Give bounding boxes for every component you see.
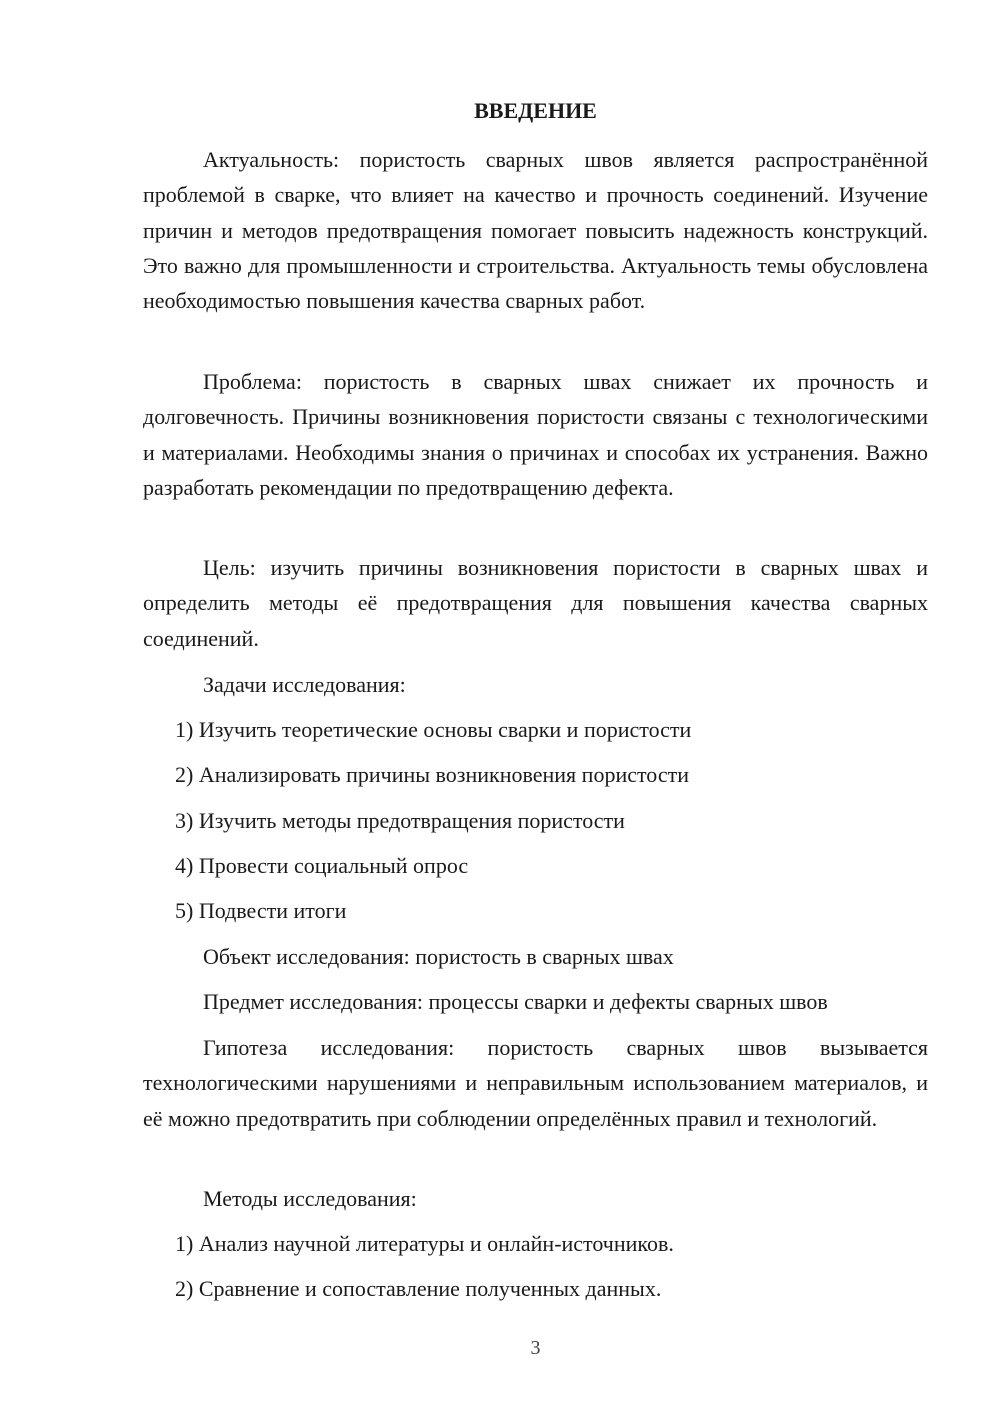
task-item: 3) Изучить методы предотвращения пористости — [175, 808, 625, 833]
page-number: 3 — [530, 1337, 541, 1359]
document-page — [143, 0, 928, 1414]
research-subject: Предмет исследования: процессы сварки и дефекты сварных швов — [203, 989, 828, 1014]
task-item: 4) Провести социальный опрос — [175, 853, 469, 878]
task-item: 1) Изучить теоретические основы сварки и пористости — [175, 717, 692, 742]
research-object: Объект исследования: пористость в сварных швах — [203, 944, 674, 969]
hypothesis-paragraph: Гипотеза исследования: пористость сварных швов вызывается технологическими нарушениями и неправильным использованием материалов, и её можно предотвратить при соблюдении определённых правил и технологий. — [143, 1035, 928, 1131]
relevance-paragraph: Актуальность: пористость сварных швов является распространённой проблемой в сварке, что влияет на качество и прочность соединений. Изучение причин и методов предотвращения помогает повысить надежность конструкций. Это важно для промышленности и строительства. Актуальность темы обусловлена необходимостью повышения качества сварных работ. — [143, 147, 928, 314]
section-title: ВВЕДЕНИЕ — [474, 98, 597, 123]
task-item: 2) Анализировать причины возникновения пористости — [175, 762, 690, 787]
task-item: 5) Подвести итоги — [175, 898, 347, 923]
goal-paragraph: Цель: изучить причины возникновения пористости в сварных швах и определить методы её предотвращения для повышения качества сварных соединений. — [143, 555, 928, 651]
methods-heading: Методы исследования: — [203, 1186, 417, 1211]
problem-paragraph: Проблема: пористость в сварных швах снижает их прочность и долговечность. Причины возникновения пористости связаны с технологическими и материалами. Необходимы знания о причинах и способах их устранения. Важно разработать рекомендации по предотвращению дефекта. — [143, 369, 928, 500]
method-item: 2) Сравнение и сопоставление полученных данных. — [175, 1276, 662, 1301]
method-item: 1) Анализ научной литературы и онлайн-источников. — [175, 1231, 674, 1256]
tasks-heading: Задачи исследования: — [203, 672, 406, 697]
